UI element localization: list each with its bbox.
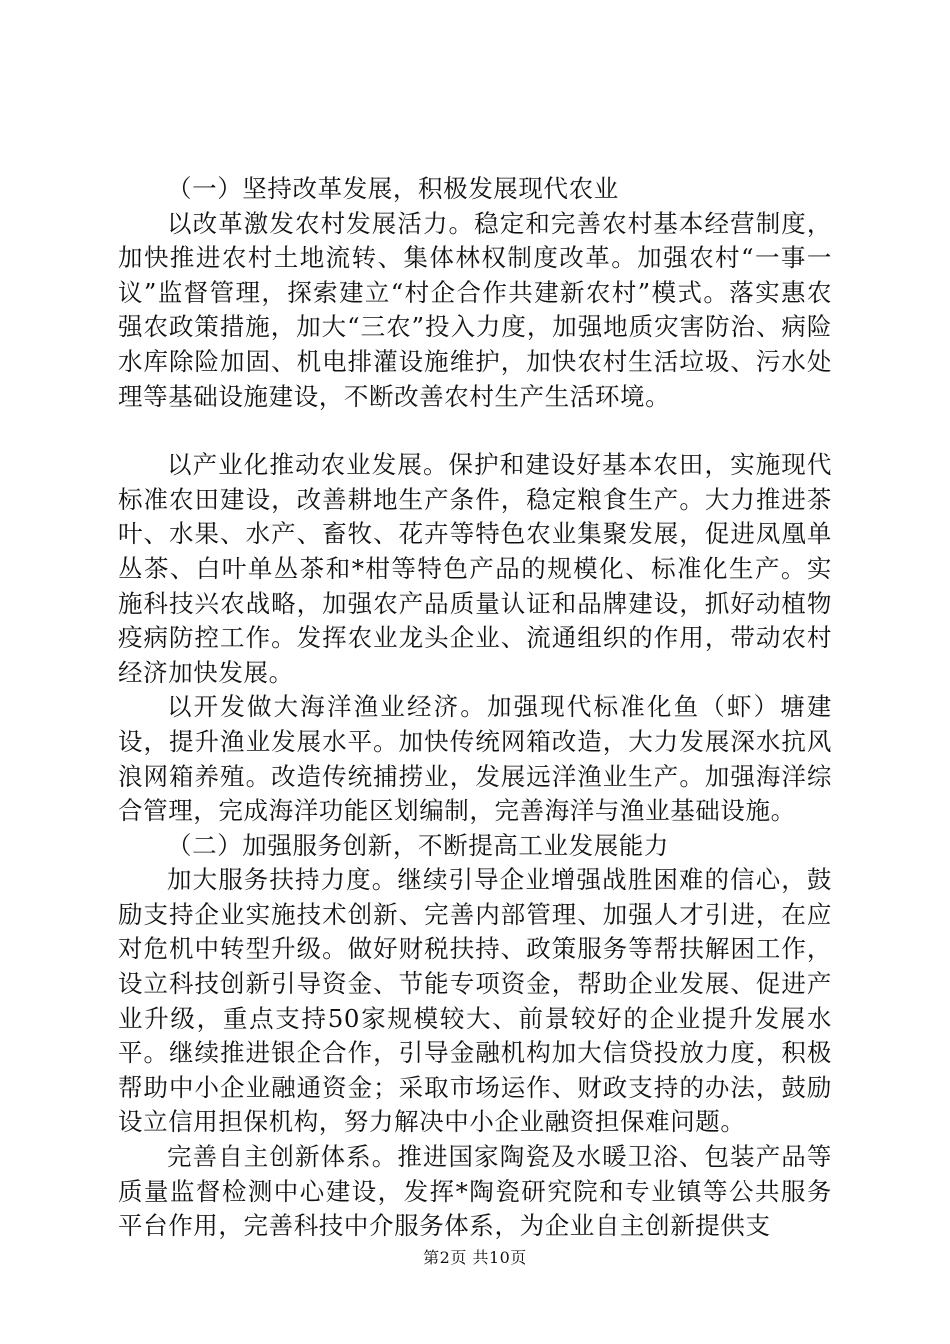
section-heading-1: （一）坚持改革发展，积极发展现代农业 xyxy=(167,174,619,203)
paragraph-marine-fishery: 以开发做大海洋渔业经济。加强现代标准化鱼（虾）塘建设，提升渔业发展水平。加快传统网箱改造，大力发展深水抗风浪网箱养殖。改造传统捕捞业，发展远洋渔业生产。加强海洋综合管理，完成海洋功能区划编制，完善海洋与渔业基础设施。 xyxy=(118,692,832,826)
paragraph-rural-reform: 以改革激发农村发展活力。稳定和完善农村基本经营制度，加快推进农村土地流转、集体林权制度改革。加强农村“一事一议”监督管理，探索建立“村企合作共建新农村”模式。落实惠农强农政策措施，加大“三农”投入力度，加强地质灾害防治、病险水库除险加固、机电排灌设施维护，加快农村生活垃圾、污水处理等基础设施建设，不断改善农村生产生活环境。 xyxy=(118,208,832,411)
section-heading-2: （二）加强服务创新，不断提高工业发展能力 xyxy=(167,830,669,860)
document-body xyxy=(118,172,832,1244)
paragraph-innovation-system: 完善自主创新体系。推进国家陶瓷及水暖卫浴、包装产品等质量监督检测中心建设，发挥*陶瓷研究院和专业镇等公共服务平台作用，完善科技中介服务体系，为企业自主创新提供支 xyxy=(118,1142,832,1241)
paragraph-service-support: 加大服务扶持力度。继续引导企业增强战胜困难的信心，鼓励支持企业实施技术创新、完善内部管理、加强人才引进，在应对危机中转型升级。做好财税扶持、政策服务等帮扶解困工作，设立科技创新引导资金、节能专项资金，帮助企业发展、促进产业升级，重点支持50家规模较大、前景较好的企业提升发展水平。继续推进银企合作，引导金融机构加大信贷投放力度，积极帮助中小企业融通资金；采取市场运作、财政支持的办法，鼓励设立信用担保机构，努力解决中小企业融资担保难问题。 xyxy=(118,865,832,1137)
paragraph-agri-industrialization: 以产业化推动农业发展。保护和建设好基本农田，实施现代标准农田建设，改善耕地生产条件，稳定粮食生产。大力推进茶叶、水果、水产、畜牧、花卉等特色农业集聚发展，促进凤凰单丛茶、白叶单丛茶和*柑等特色产品的规模化、标准化生产。实施科技兴农战略，加强农产品质量认证和品牌建设，抓好动植物疫病防控工作。发挥农业龙头企业、流通组织的作用，带动农村经济加快发展。 xyxy=(118,450,832,687)
page-footer: 第2页 共10页 xyxy=(423,1248,527,1267)
